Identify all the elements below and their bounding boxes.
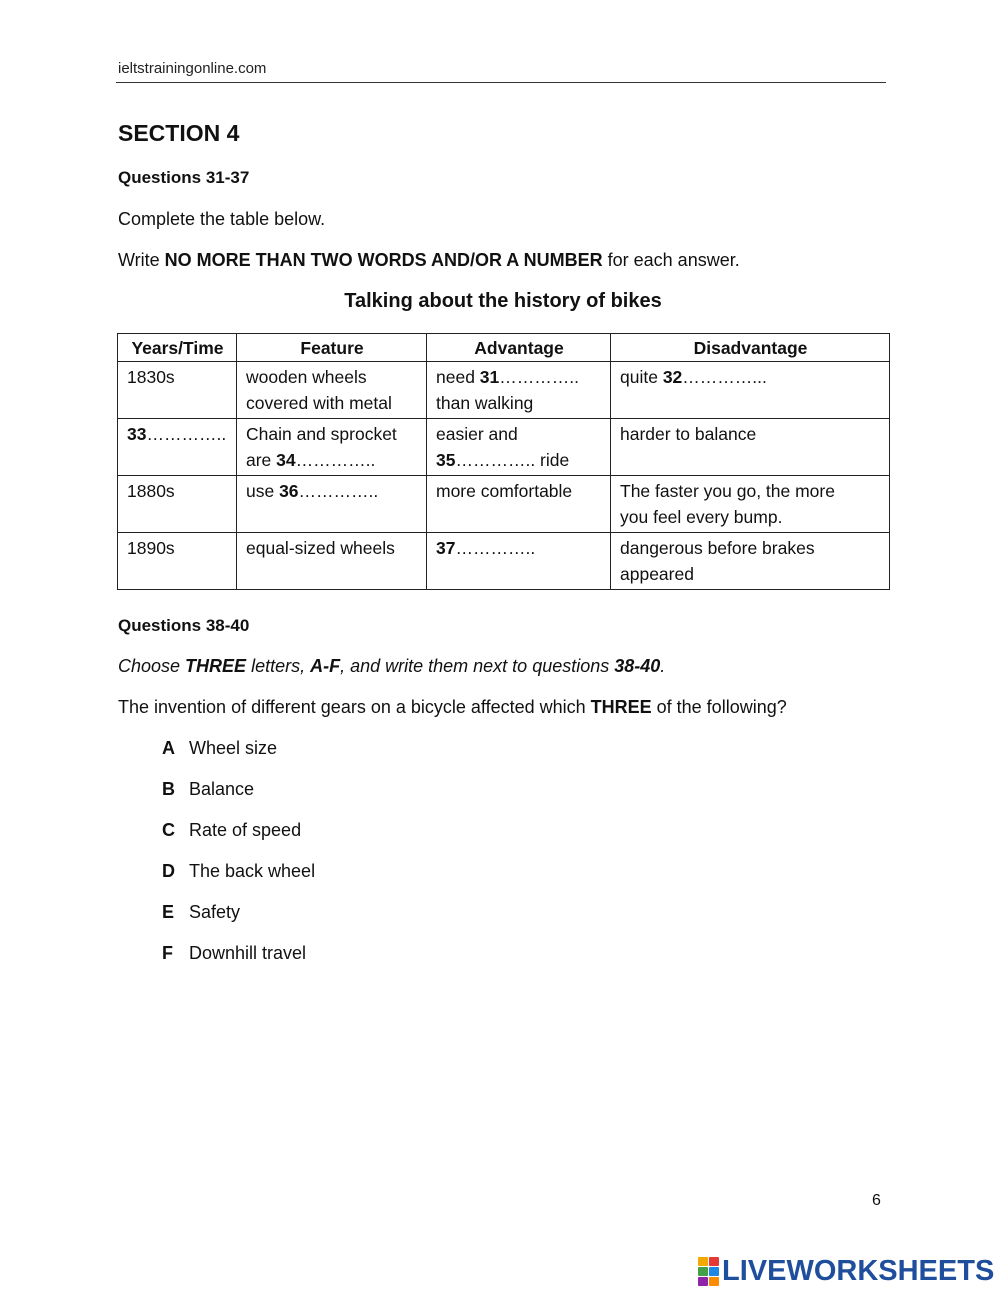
option-text: Downhill travel — [189, 943, 307, 963]
liveworksheets-logo — [698, 1256, 994, 1286]
instruction-complete-table: Complete the table below. — [118, 209, 326, 229]
question-37-number: 37 — [436, 538, 456, 558]
cell-advantage — [427, 533, 611, 590]
question-prompt: The invention of different gears on a bicycle affected which THREE of the following? — [118, 697, 787, 717]
option-f[interactable] — [162, 943, 306, 964]
table-row — [118, 476, 890, 533]
logo-text: LIVEWORKSHEETS — [722, 1255, 995, 1287]
answer-blank-34[interactable]: ………….. — [295, 450, 376, 470]
site-url: ieltstrainingonline.com — [118, 60, 267, 77]
option-letter: B — [162, 779, 175, 799]
option-a[interactable] — [162, 738, 277, 759]
cell-disadvantage: harder to balance — [611, 419, 890, 476]
answer-blank-37[interactable]: ………….. — [455, 538, 536, 558]
option-text: Rate of speed — [189, 820, 302, 840]
cell-disadvantage: The faster you go, the more you feel every bump. — [611, 476, 890, 533]
answer-blank-32[interactable]: …………... — [682, 367, 767, 387]
table-row — [118, 419, 890, 476]
option-text: The back wheel — [189, 861, 316, 881]
option-c[interactable] — [162, 820, 301, 841]
cell-year: 1830s — [118, 362, 237, 419]
question-33-number: 33 — [127, 424, 147, 444]
instruction-word-limit: Write NO MORE THAN TWO WORDS AND/OR A NUMBER for each answer. — [118, 250, 740, 270]
cell-feature: use 36………….. — [237, 476, 427, 533]
cell-advantage: need 31………….. than walking — [427, 362, 611, 419]
table-title: Talking about the history of bikes — [344, 290, 662, 312]
questions-31-37-heading: Questions 31-37 — [118, 168, 250, 187]
answer-blank-35[interactable]: ………….. ride — [455, 450, 570, 470]
option-letter: A — [162, 738, 175, 758]
option-b[interactable] — [162, 779, 254, 800]
option-text: Balance — [189, 779, 255, 799]
history-table — [117, 333, 890, 590]
option-letter: C — [162, 820, 175, 840]
cell-year: 1890s — [118, 533, 237, 590]
question-31-number: 31 — [479, 367, 500, 387]
instruction-choose-three: Choose THREE letters, A-F, and write them next to questions 38-40. — [118, 656, 666, 676]
cell-year: 1880s — [118, 476, 237, 533]
cell-year — [118, 419, 237, 476]
section-title: SECTION 4 — [118, 120, 240, 146]
question-32-number: 32 — [662, 367, 683, 387]
header-advantage: Advantage — [427, 334, 611, 362]
question-36-number: 36 — [279, 481, 299, 501]
table-row — [118, 533, 890, 590]
header-disadvantage: Disadvantage — [611, 334, 890, 362]
header-feature: Feature — [237, 334, 427, 362]
option-letter: D — [162, 861, 175, 881]
questions-38-40-heading: Questions 38-40 — [118, 616, 250, 635]
cell-feature: equal-sized wheels — [237, 533, 427, 590]
question-34-number: 34 — [276, 450, 296, 470]
header-rule — [116, 82, 886, 83]
cell-feature: Chain and sprocket are 34………….. — [237, 419, 427, 476]
option-letter: E — [162, 902, 175, 922]
answer-blank-36[interactable]: ………….. — [298, 481, 379, 501]
cell-advantage: more comfortable — [427, 476, 611, 533]
table-row — [118, 362, 890, 419]
logo-blocks-icon — [698, 1257, 719, 1286]
option-text: Wheel size — [189, 738, 278, 758]
cell-feature: wooden wheels covered with metal — [237, 362, 427, 419]
cell-disadvantage: dangerous before brakes appeared — [611, 533, 890, 590]
page-number: 6 — [872, 1192, 881, 1209]
table-header-row — [118, 334, 890, 362]
answer-blank-31[interactable]: ………….. — [499, 367, 579, 387]
option-d[interactable] — [162, 861, 315, 882]
cell-disadvantage: quite 32…………... — [611, 362, 890, 419]
question-35-number: 35 — [436, 450, 456, 470]
option-letter: F — [162, 943, 173, 963]
option-text: Safety — [189, 902, 241, 922]
answer-blank-33[interactable]: ………….. — [146, 424, 227, 444]
cell-advantage: easier and 35………….. ride — [427, 419, 611, 476]
header-years: Years/Time — [118, 334, 237, 362]
option-e[interactable] — [162, 902, 240, 923]
